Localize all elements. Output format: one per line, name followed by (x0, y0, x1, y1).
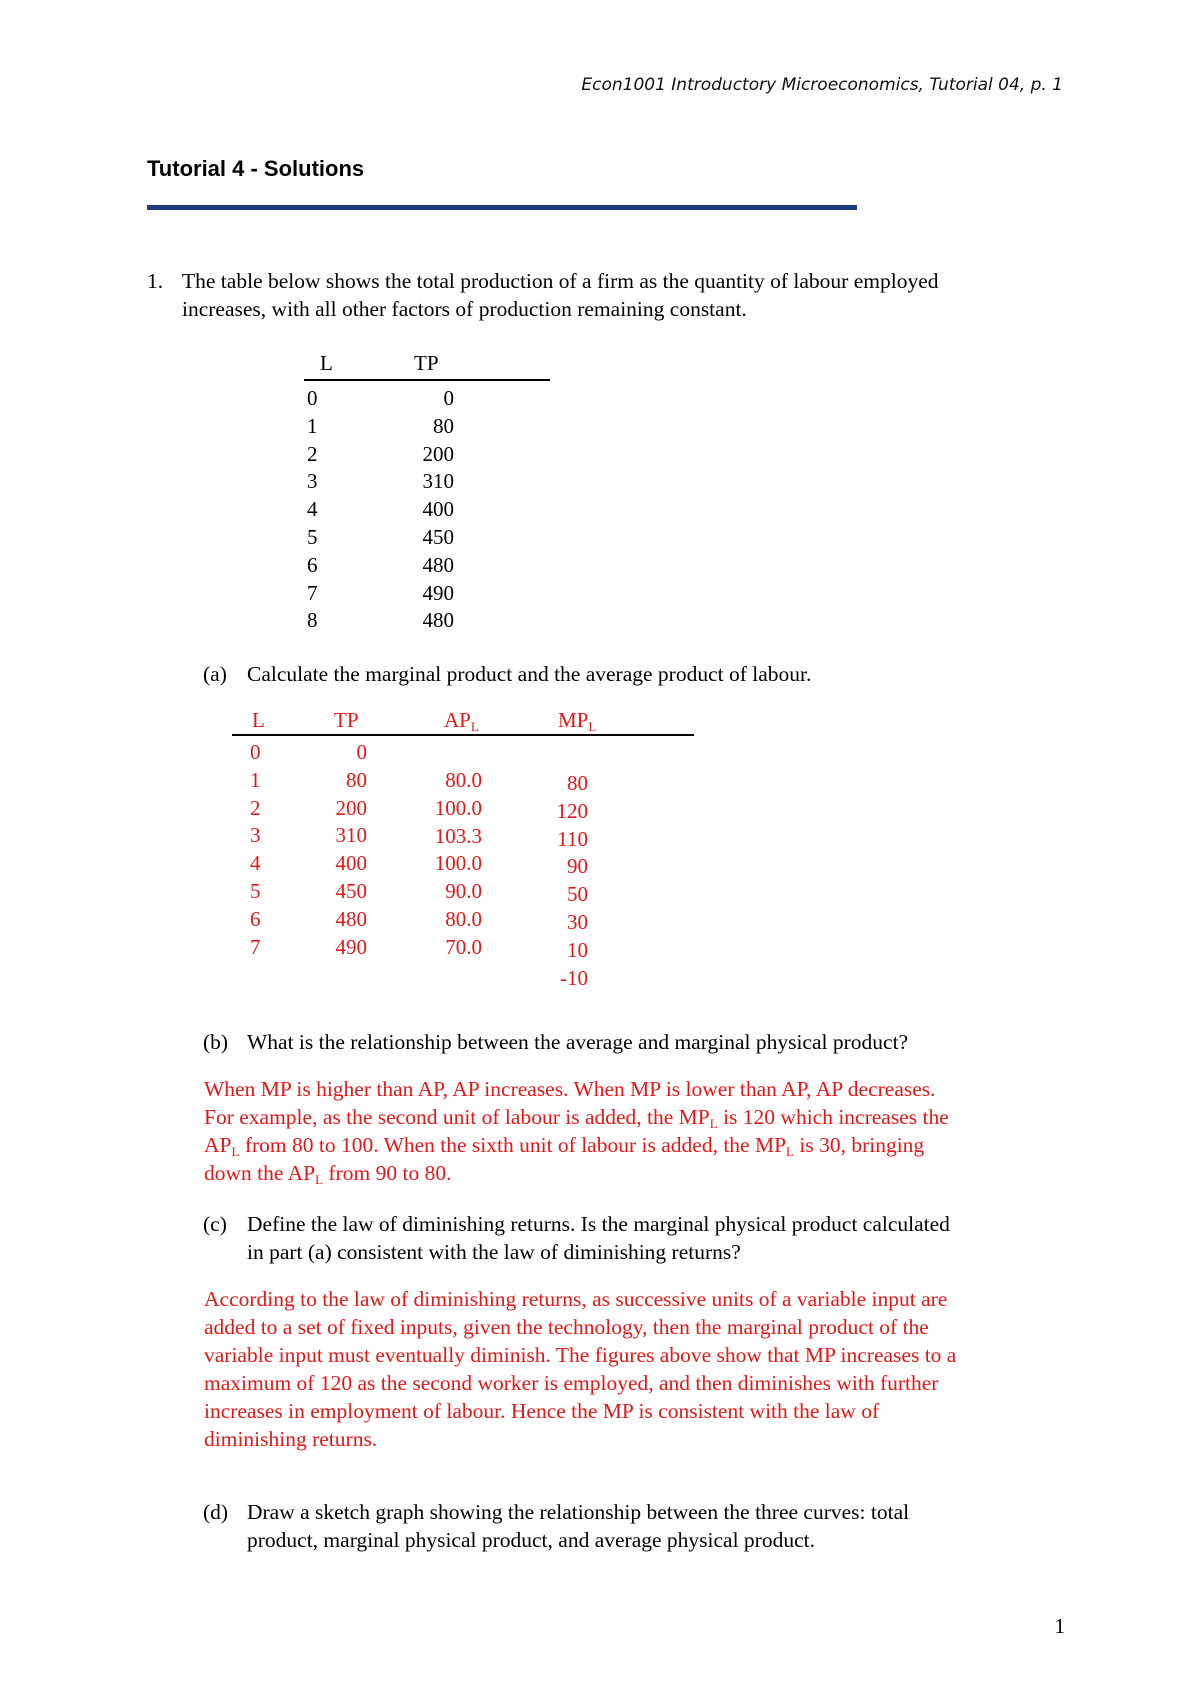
table-cell-l: 1 (307, 413, 318, 438)
answer-cell-mp: 80 (567, 771, 588, 795)
answer-header-ap: $AP_L$ (444, 708, 479, 734)
column-l (307, 385, 337, 635)
table-cell-tp: 490 (422, 580, 454, 605)
question-1-text-line1: The table below shows the total production of a firm as the quantity of labour employed (182, 269, 939, 293)
answer-cell-mp: 30 (567, 909, 588, 934)
answer-cell-ap: 70.0 (445, 934, 482, 959)
part-c-answer-line5: increases in employment of labour. Hence the MP is consistent with the law of (204, 1399, 880, 1423)
part-c-answer-line4: maximum of 120 as the second worker is employed, and then diminishes with further (204, 1371, 939, 1395)
part-a-text: Calculate the marginal product and the average product of labour. (247, 662, 812, 686)
production-table (304, 350, 550, 640)
question-1-number: 1. (147, 269, 164, 293)
answer-cell-ap: 90.0 (445, 879, 482, 904)
answer-cell-mp: 90 (567, 854, 588, 879)
answer-cell-ap: 100.0 (434, 851, 482, 876)
table-header-tp: TP (414, 351, 439, 375)
part-a-label: (a) (203, 662, 227, 686)
answer-cell-mp: 10 (567, 937, 588, 962)
part-c-answer-line3: variable input must eventually diminish. The figures above show that MP increases to a (204, 1343, 957, 1367)
answer-cell-mp: 120 (556, 798, 588, 823)
answer-cell-tp: 80 (346, 767, 367, 792)
answer-cell-tp: 480 (335, 906, 367, 931)
part-c-label: (c) (203, 1212, 227, 1236)
table-cell-l: 7 (307, 580, 318, 605)
table-cell-tp: 80 (433, 413, 454, 438)
page-number: 1 (1054, 1614, 1065, 1638)
answer-cell-mp: 110 (557, 826, 588, 851)
table-cell-l: 4 (307, 497, 318, 522)
answer-header-mp: $MP_L$ (558, 708, 597, 734)
part-c-text-line2: in part (a) consistent with the law of diminishing returns? (247, 1240, 741, 1264)
table-cell-l: 8 (307, 608, 318, 633)
answer-cell-mp: -10 (560, 965, 588, 990)
answer-header-tp: TP (334, 708, 359, 732)
answer-column-l (250, 739, 280, 961)
answer-header-rule (232, 734, 694, 736)
part-d-text-line2: product, marginal physical product, and average physical product. (247, 1528, 815, 1552)
part-b-text: What is the relationship between the average and marginal physical product? (247, 1030, 909, 1054)
answer-cell-ap: 100.0 (434, 795, 482, 820)
answer-cell-tp: 400 (335, 851, 367, 876)
part-b-label: (b) (203, 1030, 229, 1054)
answer-header-l: L (252, 708, 265, 732)
part-c-answer-line1: According to the law of diminishing returns, as successive units of a variable input are (204, 1287, 948, 1311)
table-cell-l: 0 (307, 386, 318, 410)
answer-cell-mp: 50 (567, 882, 588, 907)
part-b-answer-line1: When MP is higher than AP, AP increases. When MP is lower than AP, AP decreases. (204, 1077, 936, 1101)
answer-cell-l: 1 (250, 767, 261, 792)
part-b-answer-line2: For example, as the second unit of labour is added, the $MP_L$ is 120 which increases the (204, 1105, 949, 1131)
part-c-answer-line6: diminishing returns. (204, 1427, 378, 1451)
part-b-answer-line3: $AP_L$ from 80 to 100. When the sixth unit of labour is added, the $MP_L$ is 30, bringing (204, 1133, 925, 1159)
table-cell-tp: 480 (422, 552, 454, 577)
answer-table (232, 707, 694, 997)
answer-column-ap (402, 767, 482, 962)
question-1-text-line2: increases, with all other factors of production remaining constant. (182, 297, 747, 321)
answer-cell-tp: 310 (335, 823, 367, 848)
part-c-answer-line2: added to a set of fixed inputs, given the technology, then the marginal product of the (204, 1315, 929, 1339)
answer-cell-ap: 80.0 (445, 906, 482, 931)
table-cell-l: 5 (307, 524, 318, 549)
answer-cell-tp: 490 (335, 934, 367, 959)
answer-cell-l: 5 (250, 878, 261, 903)
answer-cell-l: 3 (250, 823, 261, 848)
part-b-answer-line4: down the $AP_L$ from 90 to 80. (204, 1161, 452, 1187)
answer-cell-l: 0 (250, 740, 261, 764)
title-divider (147, 205, 857, 210)
part-d-text-line1: Draw a sketch graph showing the relationship between the three curves: total (247, 1500, 910, 1524)
table-cell-l: 6 (307, 552, 318, 577)
column-tp (384, 385, 454, 635)
table-cell-tp: 480 (422, 608, 454, 633)
answer-cell-tp: 0 (356, 740, 367, 764)
part-c-text-line1: Define the law of diminishing returns. Is the marginal physical product calculated (247, 1212, 950, 1236)
answer-cell-l: 4 (250, 851, 261, 876)
answer-cell-tp: 200 (335, 795, 367, 820)
part-d-label: (d) (203, 1500, 229, 1524)
table-cell-l: 2 (307, 441, 318, 466)
table-cell-tp: 400 (422, 497, 454, 522)
table-cell-l: 3 (307, 469, 318, 494)
table-header-rule (304, 379, 550, 381)
table-cell-tp: 0 (443, 386, 454, 410)
table-cell-tp: 310 (422, 469, 454, 494)
answer-cell-l: 7 (250, 934, 261, 959)
answer-cell-tp: 450 (335, 878, 367, 903)
answer-cell-ap: 103.3 (434, 823, 482, 848)
answer-cell-ap: 80.0 (445, 768, 482, 792)
table-cell-tp: 450 (422, 524, 454, 549)
answer-cell-l: 6 (250, 906, 261, 931)
page-title: Tutorial 4 - Solutions (147, 156, 365, 181)
table-cell-tp: 200 (422, 441, 454, 466)
answer-cell-l: 2 (250, 795, 261, 820)
answer-column-mp (532, 770, 588, 992)
page-header: Econ1001 Introductory Microeconomics, Tutorial 04, p. 1 (581, 75, 1063, 95)
table-header-l: L (320, 351, 333, 375)
answer-column-tp (302, 739, 367, 961)
